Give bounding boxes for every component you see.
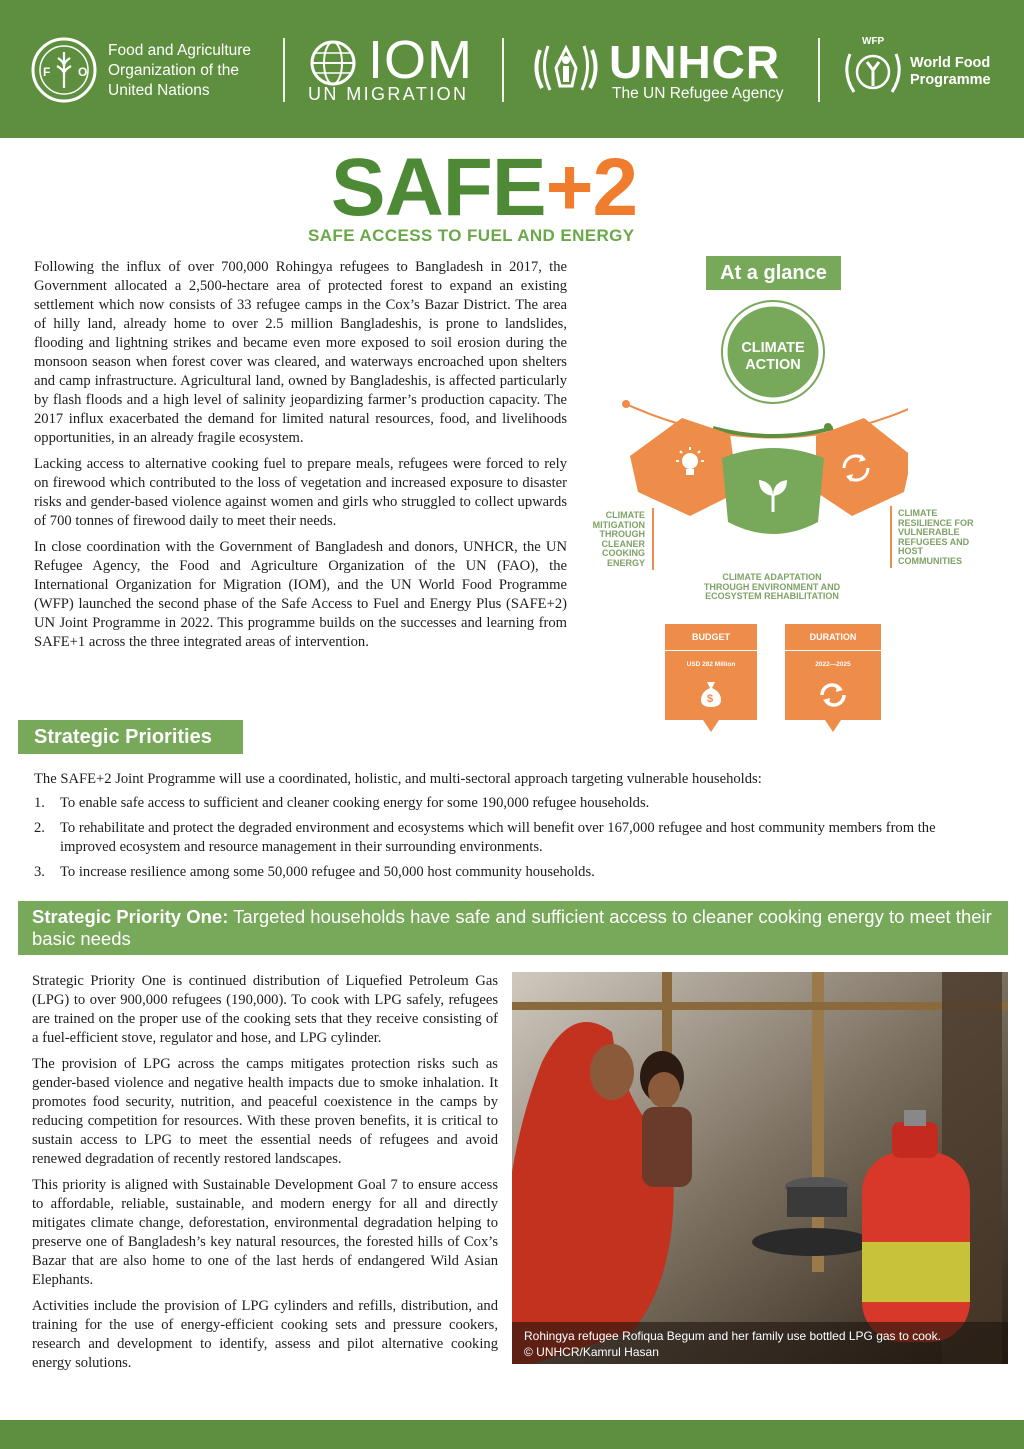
logo-divider [818,38,820,102]
strategic-intro: The SAFE+2 Joint Programme will use a coordinated, holistic, and multi-sectoral approach targeting vulnerable households: [34,771,762,787]
unhcr-name: UNHCR [609,36,781,88]
list-number: 3. [34,864,45,880]
recycle-icon [836,448,876,488]
duration-value: 2022—2025 [815,661,851,668]
wfp-emblem-icon [842,46,904,100]
body-paragraph: Activities include the provision of LPG cylinders and refills, distribution, and training for the use of energy-efficient cooking sets and pressure cookers, research and development to identify, assess and pilot alternative cooking energy solutions. [32,1298,498,1371]
header-bar [0,0,1024,138]
intro-paragraph: Lacking access to alternative cooking fuel to prepare meals, refugees were forced to rely on firewood which contributed to the loss of vegetation and increased exposure to disaster risks and gender-based violence against women and girls who struggled to collect upwards of 700 tonnes of firewood daily to meet their needs. [34,456,567,529]
unhcr-logo [528,36,604,102]
budget-card [665,624,757,720]
photo-illustration [512,972,1008,1364]
budget-pointer [703,720,719,732]
body-paragraph: Strategic Priority One is continued distribution of Liquefied Petroleum Gas (LPG) to over 900,000 refugees (190,000). To cook with LPG safely, refugees are trained on the proper use of the cooking sets that they receive consisting of a fuel-efficient stove, regulator and hose, and LPG cylinder. [32,973,498,1046]
list-number: 1. [34,795,45,811]
duration-pointer [825,720,841,732]
budget-label: BUDGET [665,624,757,651]
strategic-priorities-label: Strategic Priorities [18,720,243,754]
list-text: To enable safe access to sufficient and cleaner cooking energy for some 190,000 refugee households. [60,795,650,811]
svg-text:$: $ [707,693,714,705]
priority-one-subheading: Targeted households have safe and sufficient access to cleaner cooking energy to meet their basic needs [32,906,992,949]
iom-name: IOM [368,30,473,90]
wfp-name: World Food Programme [910,55,991,88]
intro-paragraph: Following the influx of over 700,000 Rohingya refugees to Bangladesh in 2017, the Government allocated a 2,500-hectare area of protected forest to expand an existing settlement which now consists of 33 refugee camps in the Cox’s Bazar District. The area of hilly land, already home to over 2.5 million Bangladeshis, is prone to landslides, flooding and lightning strikes and became even more exposed to soil erosion during the monsoon season when forest cover was cleared, and waterways encroached upon shelters and camp infrastructure. Agricultural land, owned by Bangladeshis, is affected particularly by flash floods and a high level of salinity jeopardizing farmer’s production capacity. The 2017 influx exacerbated the demand for limited natural resources, food, and livelihoods opportunities, in an already fragile ecosystem. [34,259,567,446]
wfp-abbr: WFP [862,36,885,47]
list-item [34,863,974,882]
priority-one-banner [18,901,1008,955]
divider-line [890,506,892,568]
divider-line [652,508,654,570]
list-item [34,819,974,857]
page-subtitle: SAFE ACCESS TO FUEL AND ENERGY [308,226,635,245]
fao-name: Food and Agriculture Organization of the United Nations [108,42,252,99]
page-title: SAFE+2 [330,142,638,233]
body-paragraph: The provision of LPG across the camps mitigates protection risks such as gender-based violence and negative health impacts due to smoke inhalation. It promotes food security, nutrition, and peaceful coexistence in the camps by reducing competition for resources. With these proven benefits, it is critical to sustain access to LPG to meet the essential needs of refugees and avoid renewed degradation of recently restored landscapes. [32,1056,498,1167]
duration-card [785,624,881,720]
unhcr-sub: The UN Refugee Agency [612,85,784,102]
list-number: 2. [34,820,45,836]
iom-sub: UN MIGRATION [308,84,469,104]
fao-logo [30,36,98,104]
list-text: To rehabilitate and protect the degraded environment and ecosystems which will benefit over 167,000 refugee and host community members from the improved ecosystem and resource management in their surrounding environments. [60,820,936,855]
duration-label: DURATION [785,624,881,651]
svg-text:F: F [43,65,51,79]
money-bag-icon [699,680,723,713]
sprout-icon [751,472,795,516]
cycle-arrows-icon [818,682,848,713]
list-item [34,794,974,813]
fao-emblem-icon [30,36,98,104]
priority-one-heading: Strategic Priority One: [32,906,229,927]
footer-bar [0,1420,1024,1449]
climate-action-label: CLIMATE ACTION [741,340,805,373]
mitigation-label: CLIMATE MITIGATION THROUGH CLEANER COOKING ENERGY [592,510,645,568]
wfp-logo [842,46,904,100]
photo-cooking-lpg [512,972,1008,1364]
svg-text:O: O [78,65,88,79]
intro-paragraph: In close coordination with the Government of Bangladesh and donors, UNHCR, the UN Refugee Agency, the Food and Agriculture Organization of the UN (FAO), the International Organization for Migration (IOM), and the UN World Food Programme (WFP) launched the second phase of the Safe Access to Fuel and Energy Plus (SAFE+2) UN Joint Programme in 2022. This programme builds on the successes and learning from SAFE+1 across the three integrated areas of intervention. [34,539,567,650]
laurel-hands-icon [528,36,604,102]
lightbulb-icon [670,444,710,484]
budget-value: USD 282 Million [686,661,736,668]
body-paragraph: This priority is aligned with Sustainable Development Goal 7 to ensure access to affordable, reliable, sustainable, and modern energy for all and directly mitigates climate change, deforestation, environmental degradation helping to preserve one of Bangladesh’s key natural resources, the forested hills of Cox’s Bazar that are also home to one of the last herds of endangered Wild Asian Elephants. [32,1177,498,1288]
logo-divider [502,38,504,102]
intro-text [34,258,567,659]
strategic-list [34,794,974,882]
at-a-glance-label: At a glance [706,256,841,290]
list-text: To increase resilience among some 50,000 refugee and 50,000 host community households. [60,864,595,880]
resilience-label: CLIMATE RESILIENCE FOR VULNERABLE REFUGEES AND HOST COMMUNITIES [898,508,974,566]
logo-divider [283,38,285,102]
photo-caption: Rohingya refugee Rofiqua Begum and her family use bottled LPG gas to cook. © UNHCR/Kamrul Hasan [524,1329,941,1359]
priority-one-text [32,972,498,1380]
adaptation-label: CLIMATE ADAPTATION THROUGH ENVIRONMENT AND ECOSYSTEM REHABILITATION [703,572,841,602]
